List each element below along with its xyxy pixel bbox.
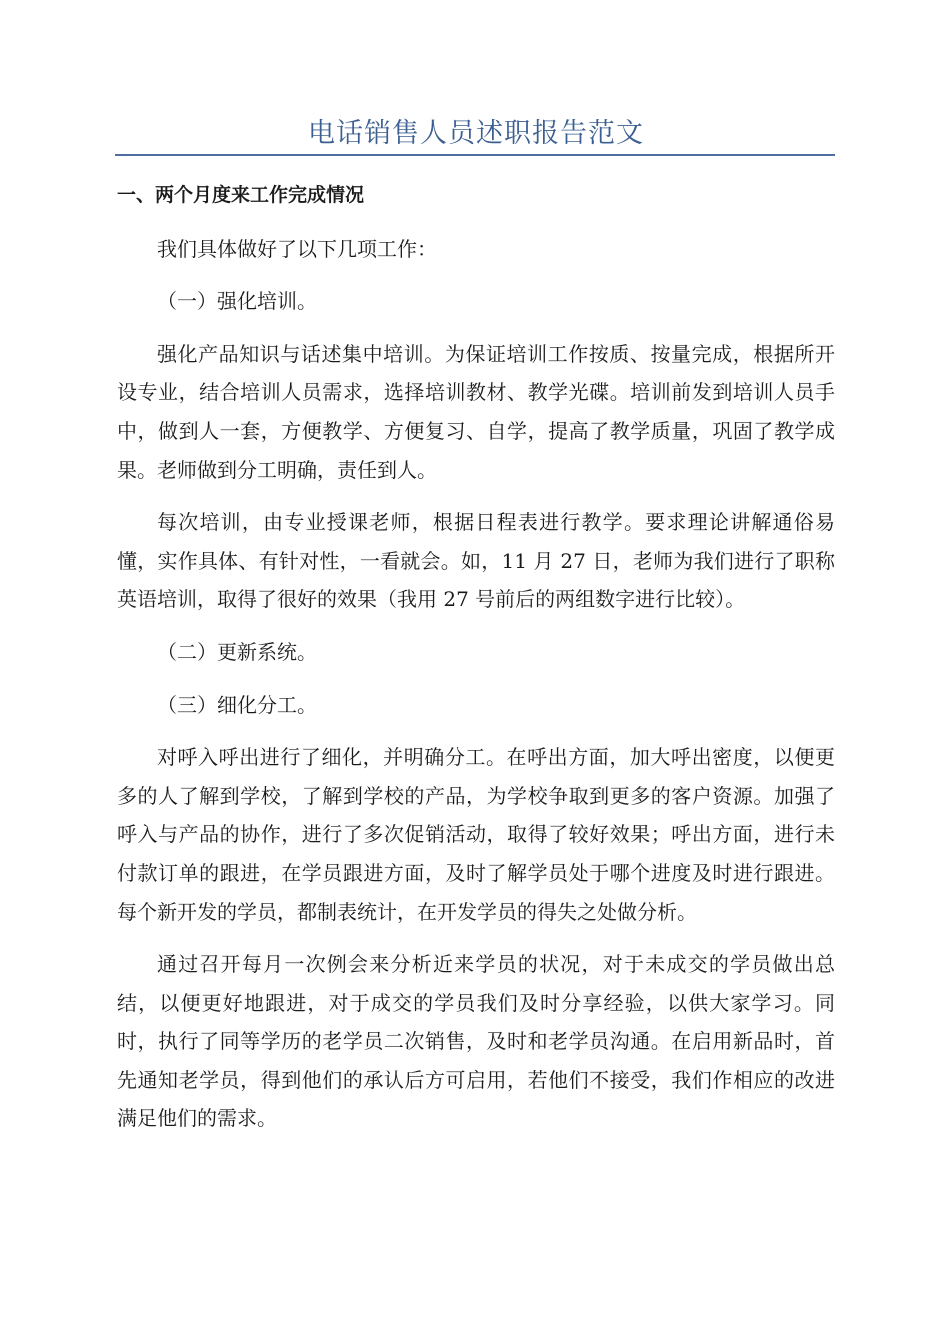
title-underline: [115, 154, 835, 156]
paragraph-training-content: 强化产品知识与话述集中培训。为保证培训工作按质、按量完成，根据所开设专业，结合培训人员需求，选择培训教材、教学光碟。培训前发到培训人员手中，做到人一套，方便教学、方便复习、自学，提高了教学质量，巩固了教学成果。老师做到分工明确，责任到人。: [117, 341, 835, 482]
paragraph-monthly-meeting: 通过召开每月一次例会来分析近来学员的状况，对于未成交的学员做出总结，以便更好地跟进，对于成交的学员我们及时分享经验，以供大家学习。同时，执行了同等学历的老学员二次销售，及时和老学员沟通。在启用新品时，首先通知老学员，得到他们的承认后方可启用，若他们不接受，我们作相应的改进满足他们的需求。: [117, 952, 835, 1131]
paragraph-training-schedule: 每次培训，由专业授课老师，根据日程表进行教学。要求理论讲解通俗易懂，实作具体、有针对性，一看就会。如，11 月 27 日，老师为我们进行了职称英语培训，取得了很好的效果（我用 27 号前后的两组数字进行比较）。: [117, 510, 835, 612]
subheading-division-of-labor: （三）细化分工。: [157, 692, 317, 717]
paragraph-call-division: 对呼入呼出进行了细化，并明确分工。在呼出方面，加大呼出密度，以便更多的人了解到学校，了解到学校的产品，为学校争取到更多的客户资源。加强了呼入与产品的协作，进行了多次促销活动，取得了较好效果；呼出方面，进行未付款订单的跟进，在学员跟进方面，及时了解学员处于哪个进度及时进行跟进。每个新开发的学员，都制表统计，在开发学员的得失之处做分析。: [117, 745, 835, 924]
subheading-system-update: （二）更新系统。: [157, 639, 317, 664]
section-heading: 一、两个月度来工作完成情况: [117, 184, 365, 206]
subheading-training: （一）强化培训。: [157, 289, 317, 314]
document-title: 电话销售人员述职报告范文: [308, 118, 644, 149]
document-body: [117, 176, 835, 1152]
intro-paragraph: 我们具体做好了以下几项工作：: [157, 236, 437, 261]
